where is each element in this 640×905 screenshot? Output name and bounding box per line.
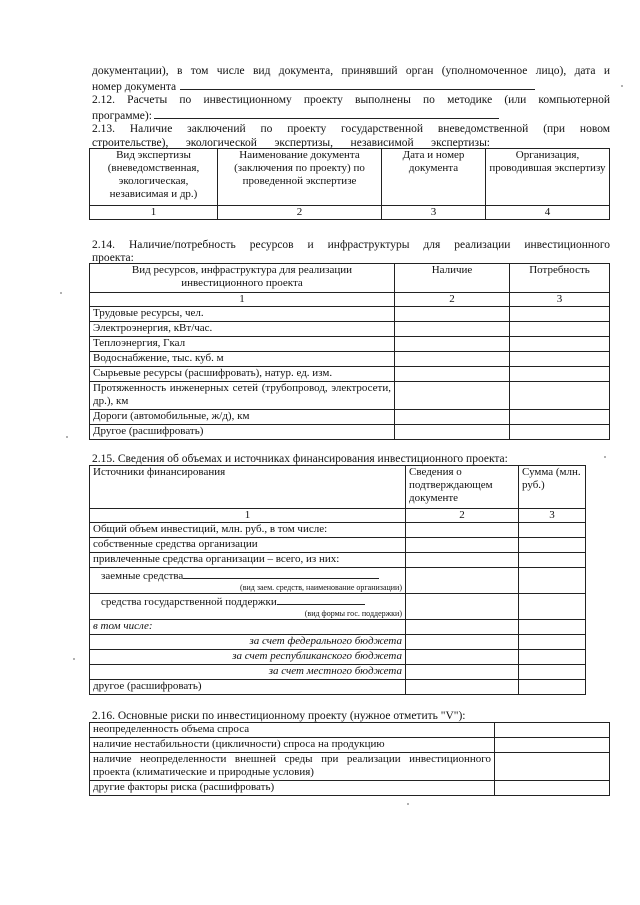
state-support-label: средства государственной поддержки — [101, 596, 277, 608]
section-2-15-line-1: 2.15. Сведения об объемах и источниках финансирования инвестиционного проекта: — [92, 453, 508, 465]
methodology-blank — [154, 107, 499, 119]
table-row — [90, 680, 586, 695]
table-row — [90, 723, 610, 738]
table-row — [90, 307, 610, 322]
loan-funds-cell — [90, 568, 406, 594]
table-row — [90, 553, 586, 568]
cell-amount — [519, 553, 586, 568]
cell-amount — [519, 680, 586, 695]
section-2-13-line-1: 2.13. Наличие заключений по проекту государственной вневедомственной (при новом — [92, 123, 610, 135]
loan-funds-blank — [183, 568, 379, 579]
cell-availability — [395, 337, 510, 352]
expertise-table — [89, 148, 610, 220]
header-financing-sources: Источники финансирования — [90, 466, 406, 509]
row-label: Водоснабжение, тыс. куб. м — [90, 352, 395, 367]
risk-label: наличие нестабильности (цикличности) спроса на продукцию — [90, 738, 495, 753]
col-number: 3 — [510, 293, 610, 307]
table-header-row — [90, 264, 610, 293]
risk-label: неопределенность объема спроса — [90, 723, 495, 738]
section-2-14-line-2: проекта: — [92, 252, 134, 264]
state-support-hint: (вид формы гос. поддержки) — [304, 609, 402, 618]
cell-document — [406, 553, 519, 568]
cell-document — [406, 680, 519, 695]
section-2-16-line-1: 2.16. Основные риски по инвестиционному проекту (нужное отметить "V"): — [92, 710, 466, 722]
cell-document — [406, 620, 519, 635]
table-row — [90, 322, 610, 337]
cell-need — [510, 382, 610, 410]
intro-line-2-text: номер документа — [92, 81, 177, 93]
table-row — [90, 425, 610, 440]
header-date-number: Дата и номер документа — [382, 149, 486, 206]
row-label: Дороги (автомобильные, ж/д), км — [90, 410, 395, 425]
scan-speck — [66, 436, 68, 438]
cell-amount — [519, 635, 586, 650]
cell-need — [510, 425, 610, 440]
table-row — [90, 738, 610, 753]
header-document-name: Наименование документа (заключения по проекту) по проведенной экспертизе — [218, 149, 382, 206]
cell-document — [406, 635, 519, 650]
table-row — [90, 594, 586, 620]
table-row — [90, 367, 610, 382]
intro-line-1: документации), в том числе вид документа, принявший орган (уполномоченное лицо), дата и — [92, 65, 610, 77]
row-label: Теплоэнергия, Гкал — [90, 337, 395, 352]
cell-document — [406, 523, 519, 538]
risk-label: наличие неопределенности внешней среды при реализации инвестиционного проекта (климатические и природные условия) — [90, 753, 495, 781]
cell-amount — [519, 665, 586, 680]
cell-document — [406, 538, 519, 553]
table-row — [90, 410, 610, 425]
cell-need — [510, 307, 610, 322]
col-number: 2 — [218, 206, 382, 220]
table-number-row — [90, 293, 610, 307]
header-resource-type: Вид ресурсов, инфраструктура для реализации инвестиционного проекта — [90, 264, 395, 293]
section-2-14-line-1: 2.14. Наличие/потребность ресурсов и инфраструктуры для реализации инвестиционного — [92, 239, 610, 251]
table-number-row — [90, 206, 610, 220]
scan-speck — [604, 456, 606, 458]
cell-availability — [395, 382, 510, 410]
cell-availability — [395, 425, 510, 440]
cell-amount — [519, 523, 586, 538]
cell-availability — [395, 322, 510, 337]
col-number: 1 — [90, 206, 218, 220]
col-number: 3 — [382, 206, 486, 220]
cell-document — [406, 568, 519, 594]
col-number: 4 — [486, 206, 610, 220]
risk-label: другие факторы риска (расшифровать) — [90, 781, 495, 796]
table-row — [90, 568, 586, 594]
resources-table — [89, 263, 610, 440]
loan-funds-hint: (вид заем. средств, наименование организации) — [240, 583, 402, 592]
cell-availability — [395, 410, 510, 425]
table-row — [90, 665, 586, 680]
table-row — [90, 538, 586, 553]
risk-mark-cell[interactable] — [495, 723, 610, 738]
intro-line-2 — [92, 78, 535, 94]
row-label: за счет федерального бюджета — [90, 635, 406, 650]
cell-need — [510, 352, 610, 367]
cell-need — [510, 337, 610, 352]
cell-need — [510, 410, 610, 425]
scan-speck — [621, 85, 623, 87]
col-number: 1 — [90, 509, 406, 523]
row-label — [93, 594, 402, 609]
table-row — [90, 753, 610, 781]
cell-amount — [519, 620, 586, 635]
row-label: Протяженность инженерных сетей (трубопровод, электросети, др.), км — [90, 382, 395, 410]
row-label: Трудовые ресурсы, чел. — [90, 307, 395, 322]
cell-amount — [519, 650, 586, 665]
loan-funds-label: заемные средства — [101, 570, 184, 582]
table-number-row — [90, 509, 586, 523]
scan-speck — [73, 658, 75, 660]
cell-need — [510, 322, 610, 337]
table-row — [90, 352, 610, 367]
section-2-12-line-2-text: программе): — [92, 110, 152, 122]
table-row — [90, 620, 586, 635]
table-header-row — [90, 466, 586, 509]
header-expertise-type: Вид экспертизы (вневедомственная, экологическая, независимая и др.) — [90, 149, 218, 206]
state-support-blank — [277, 594, 365, 605]
financing-table — [89, 465, 586, 695]
col-number: 2 — [395, 293, 510, 307]
header-need: Потребность — [510, 264, 610, 293]
table-row — [90, 781, 610, 796]
col-number: 1 — [90, 293, 395, 307]
row-label: Сырьевые ресурсы (расшифровать), натур. ед. изм. — [90, 367, 395, 382]
row-label: Общий объем инвестиций, млн. руб., в том числе: — [90, 523, 406, 538]
cell-availability — [395, 367, 510, 382]
cell-document — [406, 594, 519, 620]
col-number: 3 — [519, 509, 586, 523]
cell-need — [510, 367, 610, 382]
cell-availability — [395, 352, 510, 367]
scan-speck — [407, 803, 409, 805]
table-header-row — [90, 149, 610, 206]
row-label: в том числе: — [90, 620, 406, 635]
cell-amount — [519, 568, 586, 594]
risk-mark-cell[interactable] — [495, 753, 610, 781]
table-row — [90, 382, 610, 410]
table-row — [90, 635, 586, 650]
row-label — [93, 568, 402, 583]
state-support-cell — [90, 594, 406, 620]
header-amount: Сумма (млн. руб.) — [519, 466, 586, 509]
table-row — [90, 523, 586, 538]
row-label: собственные средства организации — [90, 538, 406, 553]
risk-mark-cell[interactable] — [495, 738, 610, 753]
section-2-12-line-1: 2.12. Расчеты по инвестиционному проекту выполнены по методике (или компьютерной — [92, 94, 610, 106]
row-label: за счет республиканского бюджета — [90, 650, 406, 665]
col-number: 2 — [406, 509, 519, 523]
section-2-13-line-2: строительстве), экологической экспертизы, независимой экспертизы: — [92, 137, 490, 149]
header-availability: Наличие — [395, 264, 510, 293]
header-supporting-document: Сведения о подтверждающем документе — [406, 466, 519, 509]
cell-amount — [519, 538, 586, 553]
risks-table — [89, 722, 610, 796]
row-label: другое (расшифровать) — [90, 680, 406, 695]
table-row — [90, 337, 610, 352]
section-2-12-line-2 — [92, 107, 499, 123]
row-label: привлеченные средства организации – всего, из них: — [90, 553, 406, 568]
document-number-blank — [180, 78, 535, 90]
cell-document — [406, 665, 519, 680]
row-label: Другое (расшифровать) — [90, 425, 395, 440]
cell-availability — [395, 307, 510, 322]
cell-amount — [519, 594, 586, 620]
header-organization: Организация, проводившая экспертизу — [486, 149, 610, 206]
risk-mark-cell[interactable] — [495, 781, 610, 796]
row-label: Электроэнергия, кВт/час. — [90, 322, 395, 337]
scan-speck — [60, 292, 62, 294]
table-row — [90, 650, 586, 665]
row-label: за счет местного бюджета — [90, 665, 406, 680]
cell-document — [406, 650, 519, 665]
